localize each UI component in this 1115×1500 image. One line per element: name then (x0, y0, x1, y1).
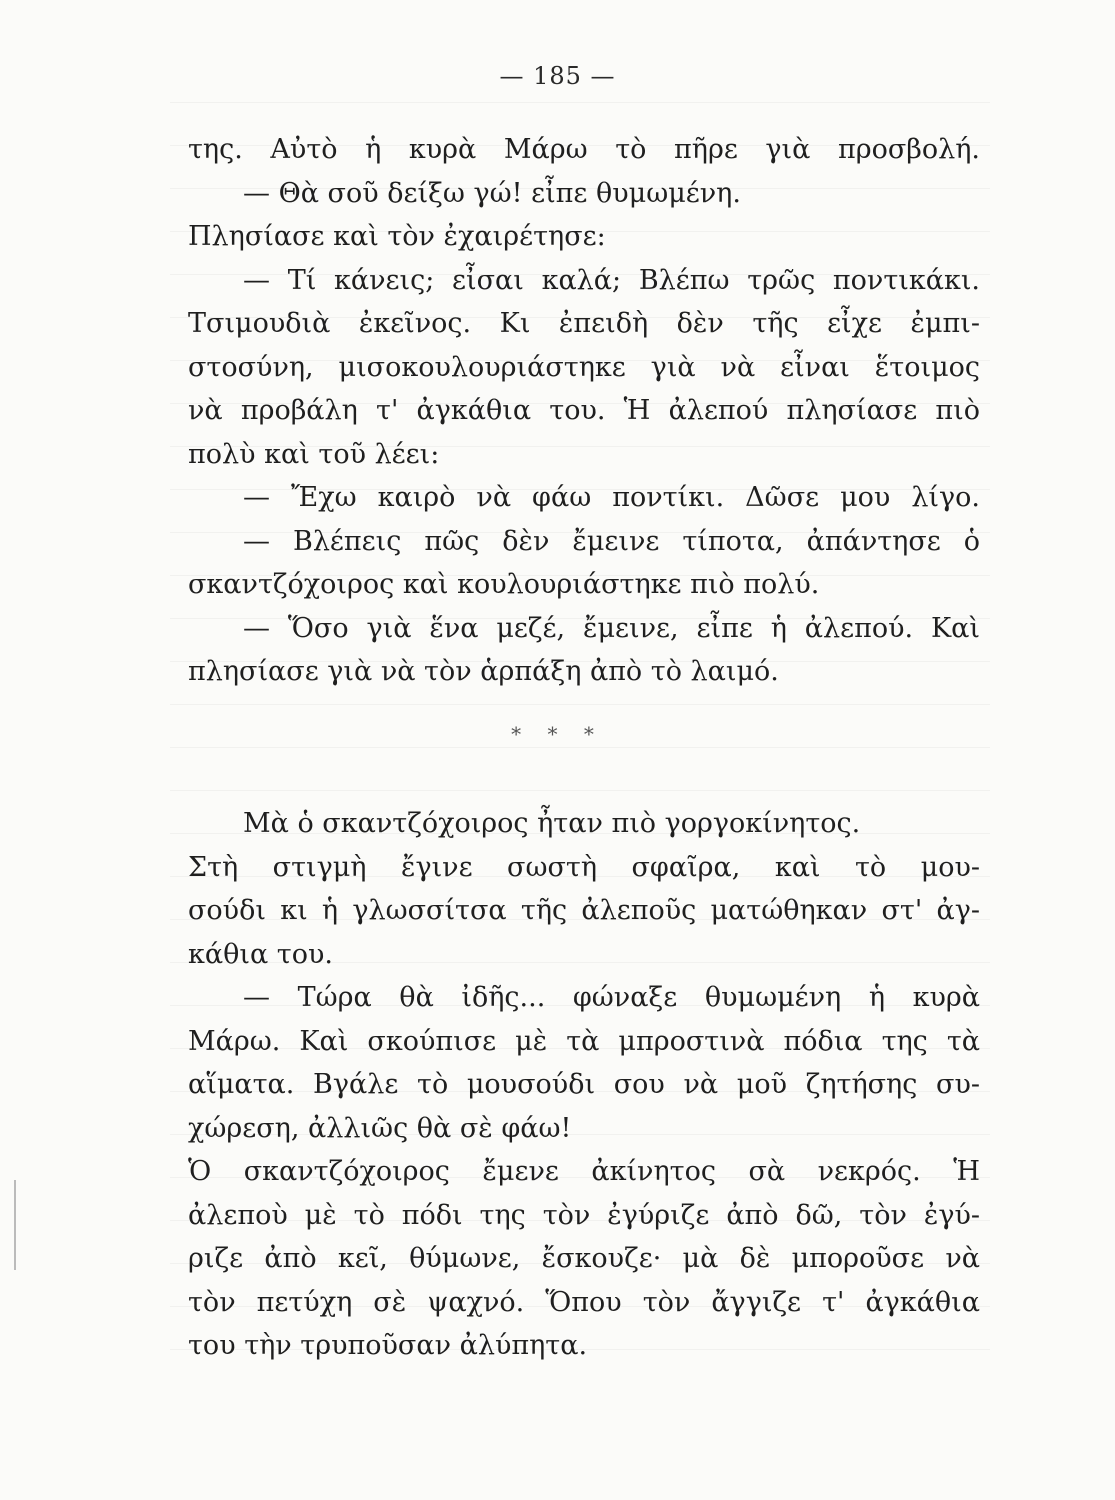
text-line: Πλησίασε καὶ τὸν ἐχαιρέτησε: (188, 221, 606, 252)
text-line: νὰ προβάλη τ' ἀγκάθια του. Ἡ ἀλεπού πλησίασε πιὸ (188, 395, 980, 426)
text-line: — Βλέπεις πῶς δὲν ἔμεινε τίποτα, ἀπάντησε ὁ (243, 525, 980, 557)
text-line: Ὁ σκαντζόχοιρος ἔμενε ἀκίνητος σὰ νεκρός. Ἡ (188, 1156, 980, 1187)
page-edge-mark (14, 1180, 16, 1270)
text-line: Στὴ στιγμὴ ἔγινε σωστὴ σφαῖρα, καὶ τὸ μου- (188, 851, 980, 883)
text-line: τὸν πετύχη σὲ ψαχνό. Ὅπου τὸν ἄγγιζε τ' ἀγκάθια (188, 1286, 980, 1318)
text-line: χώρεση, ἀλλιῶς θὰ σὲ φάω! (188, 1112, 572, 1144)
section-separator: * * * (511, 722, 604, 746)
text-line: σκαντζόχοιρος καὶ κουλουριάστηκε πιὸ πολύ. (188, 569, 820, 600)
text-line: Μὰ ὁ σκαντζόχοιρος ἦταν πιὸ γοργοκίνητος. (243, 808, 861, 839)
text-line: πολὺ καὶ τοῦ λέει: (188, 438, 440, 470)
text-line: σούδι κι ἡ γλωσσίτσα τῆς ἀλεποῦς ματώθηκαν στ' ἀγ- (188, 895, 980, 926)
text-line: Μάρω. Καὶ σκούπισε μὲ τὰ μπροστινὰ πόδια της τὰ (188, 1025, 980, 1057)
text-block-lower (188, 802, 980, 1368)
text-line: στοσύνη, μισοκουλουριάστηκε γιὰ νὰ εἶναι ἕτοιμος (188, 351, 980, 383)
text-line: — Θὰ σοῦ δείξω γώ! εἶπε θυμωμένη. (243, 177, 741, 209)
text-block-upper (188, 128, 980, 694)
page-number: — 185 — (499, 62, 616, 90)
text-line: — Τί κάνεις; εἶσαι καλά; Βλέπω τρῶς ποντικάκι. (243, 264, 980, 296)
text-line: του τὴν τρυποῦσαν ἀλύπητα. (188, 1330, 588, 1361)
text-line: της. Αὐτὸ ἡ κυρὰ Μάρω τὸ πῆρε γιὰ προσβολή. (188, 134, 980, 165)
text-line: — Ἔχω καιρὸ νὰ φάω ποντίκι. Δῶσε μου λίγο. (243, 482, 980, 513)
text-line: Τσιμουδιὰ ἐκεῖνος. Κι ἐπειδὴ δὲν τῆς εἶχε ἐμπι- (188, 308, 980, 339)
text-line: ριζε ἀπὸ κεῖ, θύμωνε, ἔσκουζε· μὰ δὲ μποροῦσε νὰ (188, 1243, 980, 1274)
text-line: πλησίασε γιὰ νὰ τὸν ἁρπάξη ἀπὸ τὸ λαιμό. (188, 656, 779, 687)
text-line: αἵματα. Βγάλε τὸ μουσούδι σου νὰ μοῦ ζητήσης συ- (188, 1069, 980, 1100)
text-line: — Ὅσο γιὰ ἕνα μεζέ, ἔμεινε, εἶπε ἡ ἀλεπού. Καὶ (243, 612, 980, 644)
text-line: κάθια του. (188, 938, 333, 970)
text-line: ἀλεποὺ μὲ τὸ πόδι της τὸν ἐγύριζε ἀπὸ δῶ, τὸν ἐγύ- (188, 1199, 980, 1231)
text-line: — Τώρα θὰ ἰδῆς... φώναξε θυμωμένη ἡ κυρὰ (243, 982, 980, 1013)
